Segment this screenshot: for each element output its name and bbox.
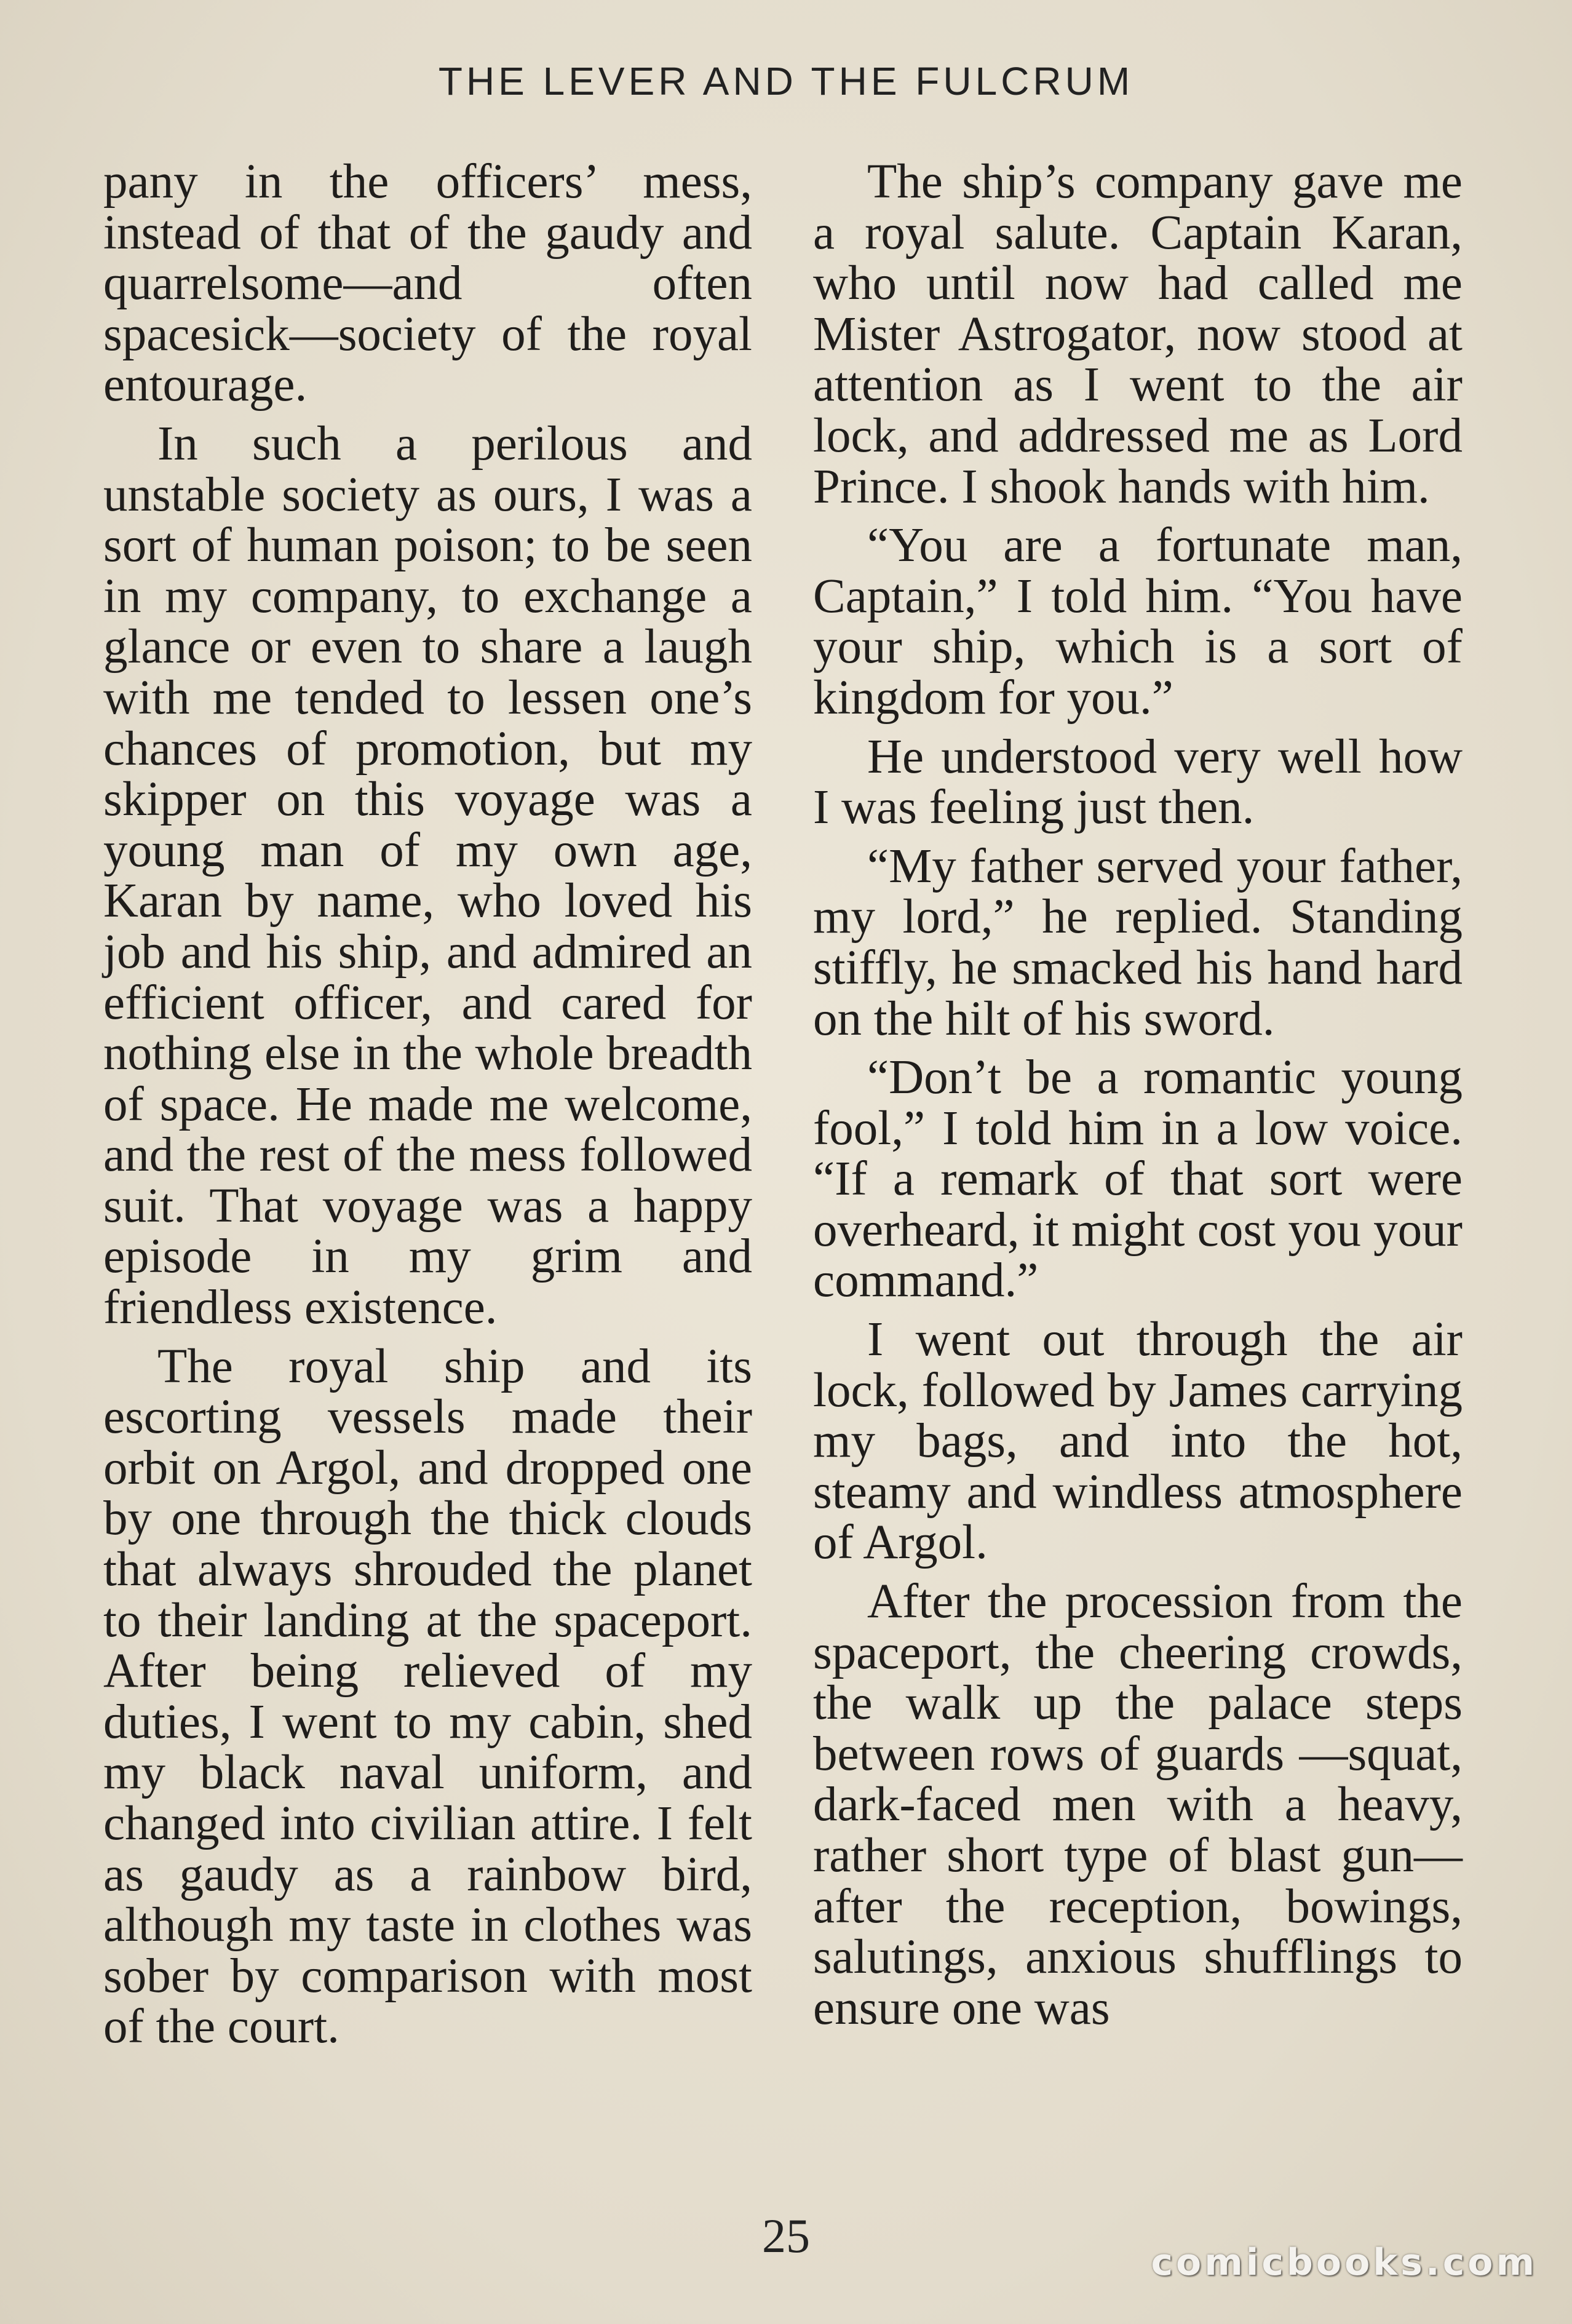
paragraph: “You are a fortunate man, Captain,” I told him. “You have your ship, which is a sort of kingdom for you.”: [813, 519, 1463, 725]
running-title: THE LEVER AND THE FULCRUM: [438, 59, 1134, 103]
paragraph: I went out through the air lock, followed by James carrying my bags, and into the hot, steamy and windless atmosphere of Argol.: [813, 1313, 1463, 1570]
site-watermark: comicbooks.com: [1151, 2241, 1538, 2284]
paragraph: In such a perilous and unstable society as ours, I was a sort of human poison; to be seen in my company, to exchange a glance or even to share a laugh with me tended to lessen one’s chances of promotion, but my skipper on this voyage was a young man of my own age, Karan by name, who loved his job and his ship, and admired an efficient officer, and cared for nothing else in the whole breadth of space. He made me welcome, and the rest of the mess followed suit. That voyage was a happy episode in my grim and friendless existence.: [103, 416, 752, 1335]
paragraph: The royal ship and its escorting vessels made their orbit on Argol, and dropped one by one through the thick clouds that always shrouded the planet to their landing at the spaceport. After being relieved of my duties, I went to my cabin, shed my black naval uniform, and changed into civilian attire. I felt as gaudy as a rainbow bird, although my taste in clothes was sober by comparison with most of the court.: [103, 1339, 752, 2054]
paragraph: “My father served your father, my lord,” he replied. Standing stiffly, he smacked his hand hard on the hilt of his sword.: [813, 839, 1463, 1046]
page-number: 25: [762, 2209, 810, 2262]
paragraph: “Don’t be a romantic young fool,” I told him in a low voice. “If a remark of that sort were overheard, it might cost you your command.”: [813, 1051, 1463, 1308]
paragraph: pany in the officers’ mess, instead of that of the gaudy and quarrelsome—and often spacesick—society of the royal entourage.: [103, 155, 752, 412]
paragraph: After the procession from the spaceport, the cheering crowds, the walk up the palace steps between rows of guards —squat, dark-faced men with a heavy, rather short type of blast gun—after the reception, bowings, salutings, anxious shufflings to ensure one was: [813, 1575, 1463, 2035]
paragraph: He understood very well how I was feeling just then.: [813, 730, 1463, 835]
paragraph: The ship’s company gave me a royal salute. Captain Karan, who until now had called me Mister Astrogator, now stood at attention as I went to the air lock, and addressed me as Lord Prince. I shook hands with him.: [813, 155, 1463, 514]
left-column: [103, 157, 752, 2053]
right-column: [813, 157, 1463, 2034]
